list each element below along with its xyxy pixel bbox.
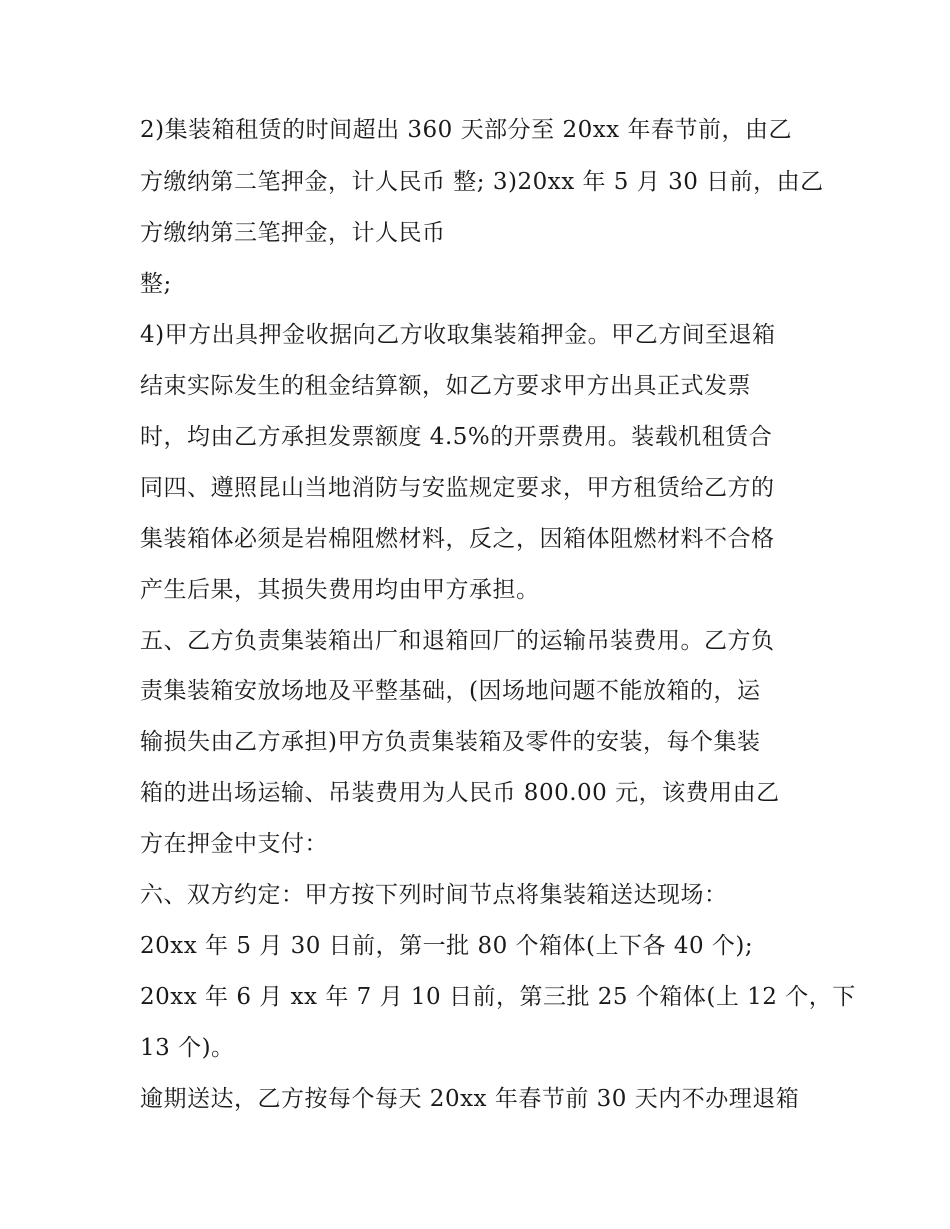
text-line: 六、双方约定：甲方按下列时间节点将集装箱送达现场： <box>140 882 728 908</box>
text-line: 4)甲方出具押金收据向乙方收取集装箱押金。甲乙方间至退箱 <box>140 322 776 348</box>
text-line: 方缴纳第二笔押金，计人民币 整; 3)20xx 年 5 月 30 日前，由乙 <box>140 169 824 195</box>
text-line: 箱的进出场运输、吊装费用为人民币 800.00 元，该费用由乙 <box>140 780 780 806</box>
text-line: 结束实际发生的租金结算额，如乙方要求甲方出具正式发票 <box>140 373 751 399</box>
text-line: 时，均由乙方承担发票额度 4.5%的开票费用。装载机租赁合 <box>140 424 773 450</box>
text-line: 13 个)。 <box>140 1035 235 1061</box>
text-line: 20xx 年 5 月 30 日前，第一批 80 个箱体(上下各 40 个); <box>140 933 754 959</box>
text-line: 产生后果，其损失费用均由甲方承担。 <box>140 577 540 603</box>
text-line: 2)集装箱租赁的时间超出 360 天部分至 20xx 年春节前，由乙 <box>140 117 792 143</box>
text-line: 逾期送达，乙方按每个每天 20xx 年春节前 30 天内不办理退箱 <box>140 1086 800 1112</box>
text-line: 同四、遵照昆山当地消防与安监规定要求，甲方租赁给乙方的 <box>140 475 775 501</box>
text-line: 方缴纳第三笔押金，计人民币 <box>140 220 446 246</box>
text-line: 责集装箱安放场地及平整基础，(因场地问题不能放箱的，运 <box>140 678 761 704</box>
text-line: 五、乙方负责集装箱出厂和退箱回厂的运输吊装费用。乙方负 <box>140 628 775 654</box>
text-line: 输损失由乙方承担)甲方负责集装箱及零件的安装，每个集装 <box>140 729 761 755</box>
text-line: 整; <box>140 271 172 297</box>
text-line: 20xx 年 6 月 xx 年 7 月 10 日前，第三批 25 个箱体(上 12 个，下 <box>140 984 856 1010</box>
text-line: 集装箱体必须是岩棉阻燃材料，反之，因箱体阻燃材料不合格 <box>140 526 775 552</box>
text-line: 方在押金中支付： <box>140 831 328 857</box>
